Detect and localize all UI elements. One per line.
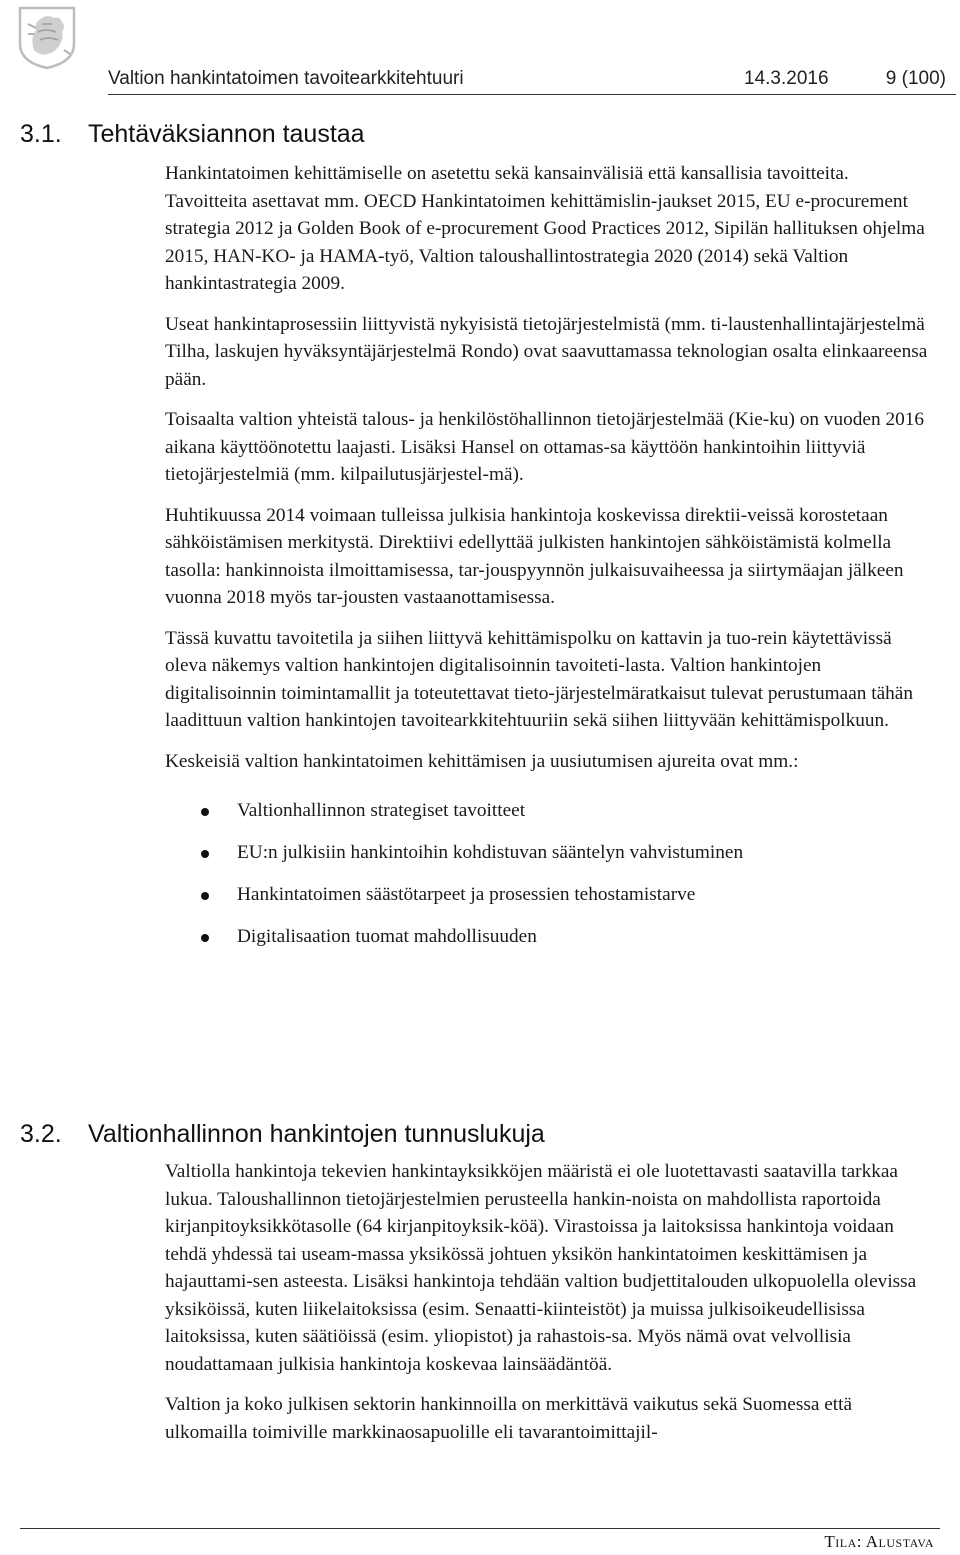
list-item — [165, 839, 935, 881]
document-status: Tila: Alustava — [824, 1532, 934, 1551]
finnish-government-lion-logo — [16, 4, 78, 70]
list-item — [165, 881, 935, 923]
section-heading-3-2 — [20, 1120, 545, 1149]
section-number: 3.1. — [20, 120, 62, 148]
list-item-text: Digitalisaation tuomat mahdollisuuden — [237, 926, 537, 947]
section-heading-3-1 — [20, 120, 365, 149]
bullet-icon — [201, 934, 209, 942]
list-item — [165, 797, 935, 839]
driver-list — [165, 797, 935, 965]
section-3-2-body — [165, 1158, 935, 1459]
paragraph: Tässä kuvattu tavoitetila ja siihen liittyvä kehittämispolku on kattavin ja tuo-rein käytettävissä oleva näkemys valtion hankintojen digitalisoinnin tavoiteti-lasta. Valtion hankintojen digitalisoinnin toimintamallit ja toteutettavat tieto-järjestelmäratkaisut tulevat perustumaan tähän laadittuun valtion hankintojen tavoitearkkitehtuuriin sekä siihen liittyvään kehittämispolkuun. — [165, 627, 914, 731]
bullet-icon — [201, 850, 209, 858]
section-3-1-body — [165, 160, 935, 965]
list-item-text: EU:n julkisiin hankintoihin kohdistuvan sääntelyn vahvistuminen — [237, 842, 744, 863]
list-item-text: Hankintatoimen säästötarpeet ja prosessien tehostamistarve — [237, 884, 696, 905]
header-divider — [108, 94, 956, 95]
section-title: Valtionhallinnon hankintojen tunnuslukuja — [88, 1120, 545, 1148]
bullet-icon — [201, 892, 209, 900]
paragraph: Valtiolla hankintoja tekevien hankintayksikköjen määristä ei ole luotettavasti saatavilla tarkkaa lukua. Taloushallinnon tietojärjestelmien perusteella hankin-noista on mahdollista raportoida kirjanpitoyksikkötasolle (64 kirjanpitoyksik-köä). Virastoissa ja laitoksissa hankintoja voidaan tehdä yhdessä tai useam-massa yksikössä johtuen yksikön hankintatoimen keskittämisen ja hajauttami-sen asteesta. Lisäksi hankintoja tehdään valtion budjettitalouden ulkopuolella olevissa yksiköissä, kuten liikelaitoksissa (esim. Senaatti-kiinteistöt) ja muissa julkisoikeudellisissa laitoksissa, kuten säätiöissä (esim. yliopistot) ja rahastois-sa. Myös nämä ovat velvollisia noudattamaan julkisia hankintoja koskevaa lainsäädäntöä. — [165, 1161, 917, 1375]
page-number: 9 (100) — [885, 68, 946, 89]
page-header — [108, 64, 956, 94]
paragraph: Useat hankintaprosessiin liittyvistä nykyisistä tietojärjestelmistä (mm. ti-laustenhallintajärjestelmä Tilha, laskujen hyväksyntäjärjestelmä Rondo) ovat saavuttamassa teknologian osalta elinkaareensa pään. — [165, 313, 928, 390]
document-date: 14.3.2016 — [744, 68, 829, 89]
list-item-text: Valtionhallinnon strategiset tavoitteet — [237, 800, 526, 821]
paragraph: Hankintatoimen kehittämiselle on asetettu sekä kansainvälisiä että kansallisia tavoitteita. Tavoitteita asettavat mm. OECD Hankintatoimen kehittämislin-jaukset 2015, EU e-procurement strategia 2012 ja Golden Book of e-procurement Good Practices 2012, Sipilän hallituksen ohjelma 2015, HAN-KO- ja HAMA-työ, Valtion taloushallintostrategia 2020 (2014) sekä Valtion hankintastrategia 2009. — [165, 163, 925, 294]
footer-divider — [20, 1528, 940, 1529]
bullet-icon — [201, 808, 209, 816]
paragraph: Toisaalta valtion yhteistä talous- ja henkilöstöhallinnon tietojärjestelmää (Kie-ku) on vuoden 2016 aikana käyttöönotettu laajasti. Lisäksi Hansel on ottamas-sa käyttöön hankintoihin liittyviä tietojärjestelmiä (mm. kilpailutusjärjestel-mä). — [165, 409, 925, 485]
section-title: Tehtäväksiannon taustaa — [88, 120, 365, 148]
paragraph: Keskeisiä valtion hankintatoimen kehittämisen ja uusiutumisen ajureita ovat mm.: — [165, 750, 799, 772]
paragraph: Valtion ja koko julkisen sektorin hankinnoilla on merkittävä vaikutus sekä Suomessa että ulkomailla toimiville markkinaosapuolille eli tavarantoimittajil- — [165, 1394, 853, 1443]
section-number: 3.2. — [20, 1120, 62, 1148]
paragraph: Huhtikuussa 2014 voimaan tulleissa julkisia hankintoja koskevissa direktii-veissä korostetaan sähköistämisen merkitystä. Direktiivi edellyttää julkisten hankintojen sähköistämistä kolmella tasolla: hankinnoista ilmoittamisessa, tar-jouspyynnön julkaisuvaiheessa ja siirtymäajan jälkeen vuonna 2018 myös tar-jousten vastaanottamisessa. — [165, 504, 904, 608]
document-title: Valtion hankintatoimen tavoitearkkitehtuuri — [108, 68, 464, 89]
list-item — [165, 923, 935, 965]
